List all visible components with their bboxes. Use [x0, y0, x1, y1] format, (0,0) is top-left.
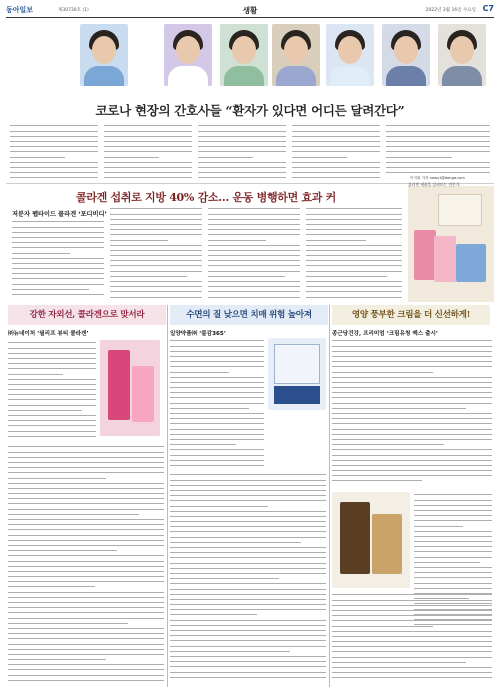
text-line [10, 175, 98, 180]
text-line [198, 175, 286, 180]
text-line [332, 675, 492, 680]
collagen-product-photo [408, 186, 494, 302]
ad-headline: 콜라겐 섭취로 지방 40% 감소… 운동 병행하면 효과 커 [76, 191, 336, 204]
article-body-col-3 [198, 123, 286, 181]
text-line [12, 292, 104, 297]
ad-banner: 강한 자외선, 콜라겐으로 맞서라 [8, 305, 166, 325]
sleep-product-image [268, 338, 326, 410]
text-line [306, 294, 402, 299]
nurse-photo [326, 24, 374, 86]
column-rule [329, 305, 330, 687]
nurse-photo [272, 24, 320, 86]
issue-number: 제30730호 (1) [58, 8, 89, 13]
text-line [208, 294, 300, 299]
text-line [8, 677, 164, 682]
collagen-box-image [100, 340, 160, 436]
text-line [332, 478, 422, 483]
text-line [170, 674, 326, 679]
page-number: C7 [482, 4, 494, 13]
right-column-body [332, 338, 492, 488]
text-line [386, 170, 490, 175]
product-caption: 콜라겐 제품을 살펴보는 전문가. [408, 182, 461, 187]
ad-body-col-2 [110, 206, 202, 301]
nurse-photo [80, 24, 128, 86]
left-column-body-2 [8, 444, 164, 684]
text-line [170, 463, 264, 468]
right-column-body-3 [332, 592, 492, 684]
ad-body-col-3 [208, 206, 300, 301]
nurse-photo [220, 24, 268, 86]
masthead [6, 4, 494, 18]
nurse-photo-row [10, 24, 490, 98]
ad-banner: 수면의 질 낮으면 치매 위험 높아져 [170, 305, 328, 325]
middle-column-title: 일양약품㈜ ‘불감365’ [170, 331, 226, 337]
ad-subhead: 저분자 펩타이드 콜라겐 ‘포디비디’ [12, 211, 107, 218]
left-column-body [8, 340, 96, 440]
cream-product-image [332, 492, 410, 588]
text-line [8, 433, 96, 438]
section-title: 생활 [242, 6, 258, 15]
article-byline: 이지원 기자 news1@donga.com [410, 176, 465, 180]
article-body-col-2 [104, 123, 192, 181]
nurse-photo [164, 24, 212, 86]
ad-banner: 영양 풍부한 크림을 더 신선하게! [332, 305, 490, 325]
text-line [110, 294, 202, 299]
nurse-photo [382, 24, 430, 86]
ad-banner-row [6, 305, 494, 325]
column-rule [167, 305, 168, 687]
paper-name: 동아일보 [6, 6, 34, 14]
nurse-photo [438, 24, 486, 86]
text-line [292, 175, 380, 180]
article-body-col-5 [386, 123, 490, 175]
right-column-title: 종근당건강, 프리미엄 ‘크림유청 맥스 출시’ [332, 331, 439, 337]
text-line [104, 175, 192, 180]
ad-body-col-4 [306, 206, 402, 301]
left-column-title: ㈜뉴네이처 ‘필리프 뷰티 콜라겐’ [8, 331, 89, 337]
article-body-col-4 [292, 123, 380, 181]
ad-body-col-1 [12, 219, 104, 301]
article-headline: 코로나 현장의 간호사들 “환자가 있다면 어디든 달려간다” [95, 103, 405, 118]
issue-date: 2022년 3월 16일 수요일 [425, 8, 476, 13]
article-body-col-1 [10, 123, 98, 181]
middle-column-body-2 [170, 472, 326, 684]
middle-column-body [170, 338, 264, 468]
